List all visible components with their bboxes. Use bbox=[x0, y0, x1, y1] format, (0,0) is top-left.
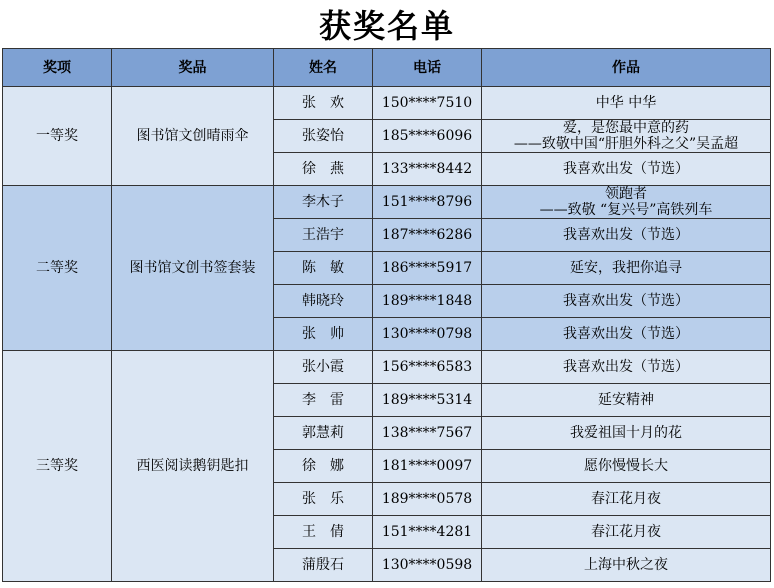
header-phone: 电话 bbox=[373, 49, 482, 87]
table-row bbox=[3, 351, 771, 384]
phone-cell: 189****5314 bbox=[373, 384, 482, 417]
phone-cell: 138****7567 bbox=[373, 417, 482, 450]
work-line: 延安精神 bbox=[598, 392, 654, 408]
table-row bbox=[3, 87, 771, 120]
work-line: 我喜欢出发（节选） bbox=[563, 326, 689, 342]
phone-cell: 187****6286 bbox=[373, 219, 482, 252]
phone-cell: 151****4281 bbox=[373, 516, 482, 549]
name-cell: 王 倩 bbox=[274, 516, 373, 549]
work-cell bbox=[482, 219, 771, 252]
work-line: 延安，我把你追寻 bbox=[570, 260, 682, 276]
name-cell: 韩晓玲 bbox=[274, 285, 373, 318]
work-line: 我喜欢出发（节选） bbox=[563, 161, 689, 177]
name-cell: 张 帅 bbox=[274, 318, 373, 351]
name-cell: 徐 燕 bbox=[274, 153, 373, 186]
work-cell bbox=[482, 153, 771, 186]
table-body bbox=[3, 87, 771, 582]
name-cell: 张 欢 bbox=[274, 87, 373, 120]
name-cell: 徐 娜 bbox=[274, 450, 373, 483]
work-cell bbox=[482, 318, 771, 351]
phone-cell: 156****6583 bbox=[373, 351, 482, 384]
award-cell: 一等奖 bbox=[3, 87, 112, 186]
name-cell: 张小霞 bbox=[274, 351, 373, 384]
name-cell: 张 乐 bbox=[274, 483, 373, 516]
work-line: 我爱祖国十月的花 bbox=[570, 425, 682, 441]
name-cell: 张姿怡 bbox=[274, 120, 373, 153]
phone-cell: 189****0578 bbox=[373, 483, 482, 516]
work-line: 我喜欢出发（节选） bbox=[563, 359, 689, 375]
work-cell bbox=[482, 252, 771, 285]
work-cell bbox=[482, 351, 771, 384]
header-award: 奖项 bbox=[3, 49, 112, 87]
work-cell bbox=[482, 450, 771, 483]
name-cell: 陈 敏 bbox=[274, 252, 373, 285]
work-line: 我喜欢出发（节选） bbox=[563, 293, 689, 309]
work-cell bbox=[482, 87, 771, 120]
work-line: 我喜欢出发（节选） bbox=[563, 227, 689, 243]
phone-cell: 181****0097 bbox=[373, 450, 482, 483]
prize-cell: 西医阅读鹅钥匙扣 bbox=[112, 351, 274, 582]
phone-cell: 150****7510 bbox=[373, 87, 482, 120]
work-cell bbox=[482, 516, 771, 549]
work-line: 上海中秋之夜 bbox=[584, 557, 668, 573]
header-prize: 奖品 bbox=[112, 49, 274, 87]
award-cell: 三等奖 bbox=[3, 351, 112, 582]
name-cell: 李 雷 bbox=[274, 384, 373, 417]
prize-cell: 图书馆文创书签套装 bbox=[112, 186, 274, 351]
work-line: 春江花月夜 bbox=[591, 524, 661, 540]
phone-cell: 185****6096 bbox=[373, 120, 482, 153]
phone-cell: 130****0598 bbox=[373, 549, 482, 582]
work-line: 愿你慢慢长大 bbox=[584, 458, 668, 474]
table-row bbox=[3, 186, 771, 219]
phone-cell: 130****0798 bbox=[373, 318, 482, 351]
work-line: 领跑者 bbox=[605, 186, 647, 202]
phone-cell: 186****5917 bbox=[373, 252, 482, 285]
name-cell: 蒲殷石 bbox=[274, 549, 373, 582]
work-line: ——致敬 “复兴号”高铁列车 bbox=[539, 202, 713, 218]
work-cell bbox=[482, 186, 771, 219]
work-line: ——致敬中国“肝胆外科之父”吴孟超 bbox=[513, 136, 739, 152]
work-cell bbox=[482, 384, 771, 417]
phone-cell: 133****8442 bbox=[373, 153, 482, 186]
work-cell bbox=[482, 549, 771, 582]
work-cell bbox=[482, 417, 771, 450]
header-row bbox=[3, 49, 771, 87]
work-cell bbox=[482, 483, 771, 516]
header-name: 姓名 bbox=[274, 49, 373, 87]
award-cell: 二等奖 bbox=[3, 186, 112, 351]
phone-cell: 189****1848 bbox=[373, 285, 482, 318]
winners-table bbox=[2, 48, 771, 582]
header-work: 作品 bbox=[482, 49, 771, 87]
name-cell: 王浩宇 bbox=[274, 219, 373, 252]
phone-cell: 151****8796 bbox=[373, 186, 482, 219]
work-line: 中华 中华 bbox=[595, 95, 657, 111]
work-cell bbox=[482, 285, 771, 318]
name-cell: 郭慧莉 bbox=[274, 417, 373, 450]
name-cell: 李木子 bbox=[274, 186, 373, 219]
page-title: 获奖名单 bbox=[318, 7, 455, 45]
work-cell bbox=[482, 120, 771, 153]
work-line: 爱，是您最中意的药 bbox=[563, 120, 689, 136]
prize-cell: 图书馆文创晴雨伞 bbox=[112, 87, 274, 186]
work-line: 春江花月夜 bbox=[591, 491, 661, 507]
